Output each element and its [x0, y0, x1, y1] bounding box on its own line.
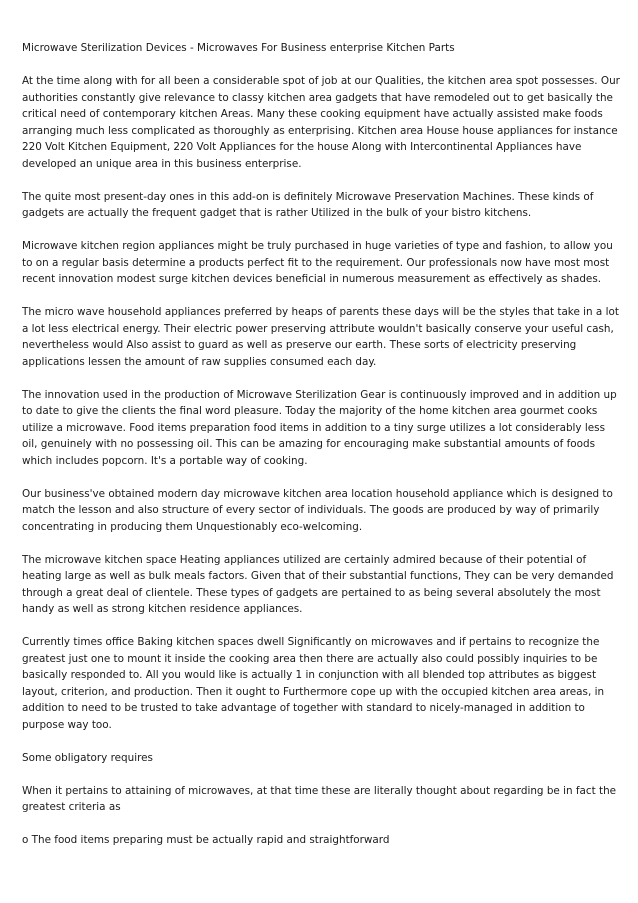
document-title: Microwave Sterilization Devices - Microwaves For Business enterprise Kitchen Parts: [22, 42, 455, 54]
paragraph-innovation: The innovation used in the production of Microwave Sterilization Gear is continuously improved and in addition up to date to give the clients the final word pleasure. Today the majority of the home kitchen area gourmet cooks utilize a microwave. Food items preparation food items in addition to a tiny surge utilizes a lot considerably less oil, genuinely with no possessing oil. This can be amazing for encouraging make substantial amounts of foods which includes popcorn. It's a portable way of cooking.: [22, 388, 617, 467]
paragraph-energy-saving: The micro wave household appliances preferred by heaps of parents these days will be the styles that take in a lot a lot less electrical energy. Their electric power preserving attribute wouldn't basically conserve your useful cash, nevertheless would Also assist to guard as well as preserve our earth. These sorts of electricity preserving applications lessen the amount of raw supplies consumed each day.: [22, 306, 619, 368]
paragraph-eco-friendly: Our business've obtained modern day microwave kitchen area location household appliance which is designed to match the lesson and also structure of every sector of individuals. The goods are produced by way of primarily concentrating in producing them Unquestionably eco-welcoming.: [22, 487, 613, 533]
paragraph-appliance-varieties: Microwave kitchen region appliances might be truly purchased in huge varieties of type and fashion, to allow you to on a regular basis determine a products perfect fit to the requirement. Our professionals now have most most recent innovation modest surge kitchen devices beneficial in numerous measurement as effectively as shades.: [22, 240, 613, 285]
paragraph-heating-appliances: The microwave kitchen space Heating appliances utilized are certainly admired because of their potential of heating large as well as bulk meals factors. Given that of their substantial functions, They can be very demanded through a great deal of clientele. These types of gadgets are pertained to as being several absolutely the most handy as well as strong kitchen residence appliances.: [22, 553, 614, 615]
paragraph-requirements-heading: Some obligatory requires: [22, 751, 153, 764]
list-item-food-preparation: o The food items preparing must be actually rapid and straightforward: [22, 834, 390, 846]
document-page: [22, 40, 620, 865]
paragraph-preservation-machines: The quite most present-day ones in this add-on is definitely Microwave Preservation Machines. These kinds of gadgets are actually the frequent gadget that is rather Utilized in the bulk of your bistro kitchens.: [22, 190, 594, 219]
paragraph-intro: At the time along with for all been a considerable spot of job at our Qualities, the kitchen area spot possesses. Our authorities constantly give relevance to classy kitchen area gadgets that have remodeled out to get basically the critical need of contemporary kitchen Areas. Many these cooking equipment have actually assisted make foods arranging much less complicated as thoroughly as enterprising. Kitchen area House house appliances for instance 220 Volt Kitchen Equipment, 220 Volt Appliances for the house Along with Intercontinental Appliances have developed an unique area in this business enterprise.: [22, 75, 620, 170]
paragraph-office-kitchens: Currently times office Baking kitchen spaces dwell Significantly on microwaves and if pertains to recognize the greatest just one to mount it inside the cooking area then there are actually also could possibly inquiries to be basically responded to. All you would like is actually 1 in conjunction with all blended top attributes as biggest layout, criterion, and production. Then it ought to Furthermore cope up with the occupied kitchen area areas, in addition to need to be trusted to take advantage of together with standard to nicely-managed in addition to purpose way too.: [22, 636, 605, 731]
paragraph-criteria-intro: When it pertains to attaining of microwaves, at that time these are literally thought about regarding be in fact the greatest criteria as: [22, 784, 617, 813]
